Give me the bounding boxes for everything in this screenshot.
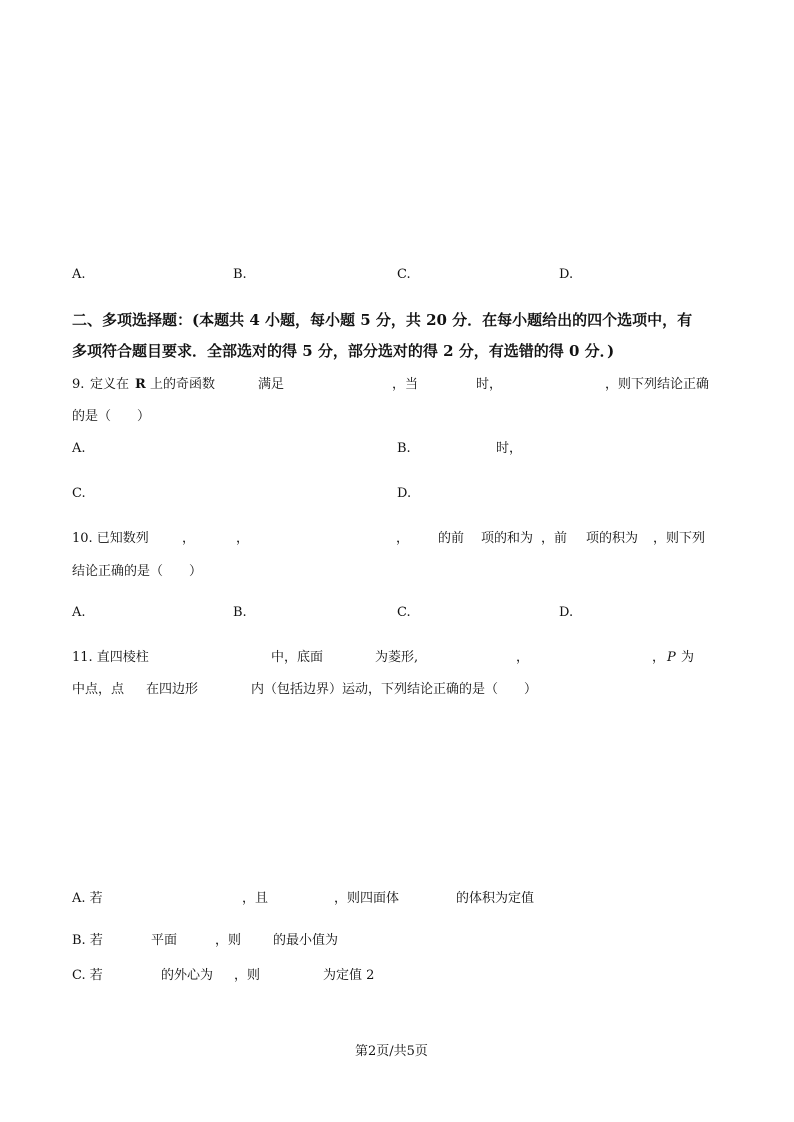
- q10-seg-5: ，则下列: [653, 531, 706, 546]
- q10-lead: 10. 已知数列: [72, 531, 149, 546]
- page-footer: 第2页/共5页: [355, 1044, 428, 1059]
- q9-text-d: ，当: [392, 377, 419, 392]
- q8-option-c: C.: [397, 267, 411, 282]
- q10-option-c: C.: [397, 605, 411, 620]
- q8-option-b: B.: [233, 267, 247, 282]
- q11-option-b-label: B. 若: [72, 933, 103, 948]
- q10-seg-3: ，前: [541, 531, 568, 546]
- q11-option-b-seg-2: ，则: [215, 933, 242, 948]
- q11-option-b-seg-1: 平面: [151, 933, 178, 948]
- q11-option-b-seg-3: 的最小值为: [273, 933, 339, 948]
- q9-text-c: 满足: [258, 377, 285, 392]
- q11-option-a-seg-1: ，且: [242, 891, 269, 906]
- q10-option-d: D.: [559, 605, 574, 620]
- q10-seg-1: 的前: [438, 531, 465, 546]
- q9-option-b-text: 时，: [496, 441, 523, 456]
- q10-line2: 结论正确的是（ ）: [72, 564, 203, 579]
- q10-comma-1: ，: [182, 531, 196, 546]
- q10-option-b: B.: [233, 605, 247, 620]
- q9-option-a: A.: [72, 441, 86, 456]
- q11-comma-1: ，: [516, 650, 530, 665]
- q11-option-c-seg-1: 的外心为: [161, 968, 214, 983]
- q9-number: 9.: [72, 377, 85, 392]
- q11-lead: 11. 直四棱柱: [72, 650, 149, 665]
- q11-comma-2: ，: [652, 650, 666, 665]
- q9-set-R: R: [135, 377, 146, 392]
- q11-option-c-seg-3: 为定值 2: [323, 968, 375, 983]
- q10-seg-4: 项的积为: [586, 531, 639, 546]
- q10-seg-2: 项的和为: [481, 531, 534, 546]
- q11-seg-1: 中，底面: [271, 650, 324, 665]
- q10-comma-2: ，: [236, 531, 250, 546]
- q9-option-b: B.: [397, 441, 411, 456]
- q9-text-a: 定义在: [90, 377, 130, 392]
- q11-option-c-label: C. 若: [72, 968, 103, 983]
- q11-seg-2: 为菱形,: [375, 650, 419, 665]
- q11-option-a-seg-2: ，则四面体: [334, 891, 400, 906]
- q8-option-d: D.: [559, 267, 574, 282]
- q11-line2-a: 中点，点: [72, 682, 125, 697]
- q9-option-d: D.: [397, 486, 412, 501]
- q9-text-f: ，则下列结论正确: [605, 377, 710, 392]
- q8-option-a: A.: [72, 267, 86, 282]
- q10-comma-3: ，: [396, 531, 410, 546]
- q11-line2-b: 在四边形: [146, 682, 199, 697]
- q11-line2-c: 内（包括边界）运动，下列结论正确的是（ ）: [251, 682, 538, 697]
- q9-option-c: C.: [72, 486, 86, 501]
- q9-line2: 的是（ ）: [72, 409, 151, 424]
- q11-option-c-seg-2: ，则: [234, 968, 261, 983]
- q11-option-a-seg-3: 的体积为定值: [456, 891, 535, 906]
- section2-heading-line1: 二、多项选择题：(本题共 4 小题，每小题 5 分，共 20 分．在每小题给出的四个选项中，有: [72, 311, 693, 329]
- q11-option-a-label: A. 若: [72, 891, 103, 906]
- q11-point-P: P: [667, 650, 676, 665]
- q11-seg-3: 为: [681, 650, 695, 665]
- q9-text-e: 时，: [476, 377, 503, 392]
- section2-heading-line2: 多项符合题目要求．全部选对的得 5 分，部分选对的得 2 分，有选错的得 0 分．): [72, 342, 615, 360]
- q9-text-b: 上的奇函数: [150, 377, 216, 392]
- q10-option-a: A.: [72, 605, 86, 620]
